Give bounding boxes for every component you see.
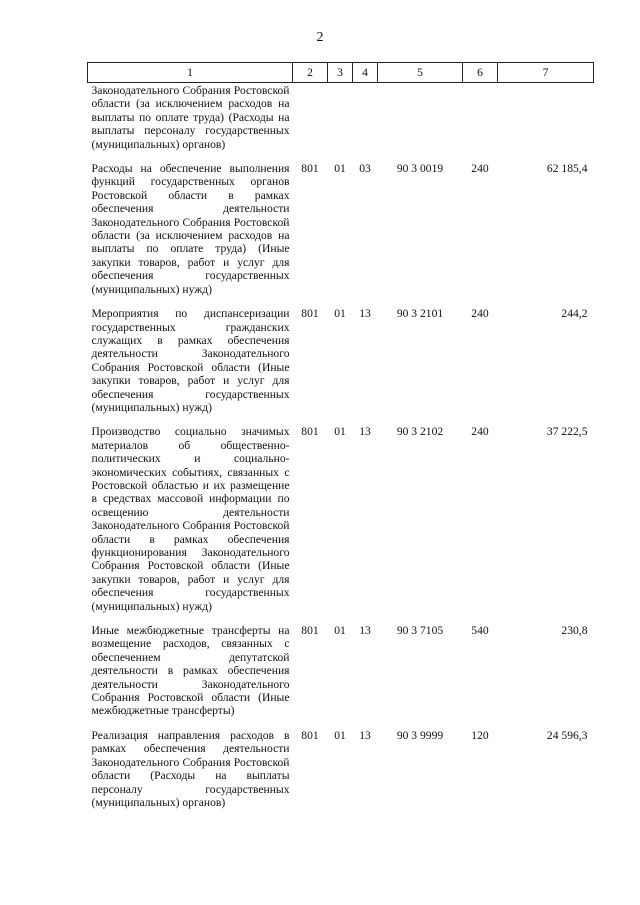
row-code-expense-type bbox=[463, 83, 498, 162]
row-code-target: 90 3 0019 bbox=[396, 162, 444, 176]
table-header-row bbox=[88, 63, 594, 83]
row-amount bbox=[498, 83, 594, 162]
row-code-subsection: 03 bbox=[359, 162, 371, 176]
row-description: Реализация направления расходов в рамках обеспечения деятельности Законодательного Собрания Ростовской области (Расходы на выплаты персоналу государственных (муниципальных) органов) bbox=[91, 728, 290, 809]
table-row bbox=[88, 623, 594, 728]
row-code-target: 90 3 2101 bbox=[396, 307, 444, 321]
row-code-expense-type: 240 bbox=[471, 162, 489, 176]
row-code-expense-type: 240 bbox=[471, 425, 489, 439]
row-code-expense-type: 240 bbox=[471, 307, 489, 321]
column-header: 3 bbox=[328, 63, 353, 83]
row-code-subsection bbox=[353, 83, 378, 162]
table-row bbox=[88, 161, 594, 306]
column-header: 1 bbox=[88, 63, 293, 83]
row-code-section: 01 bbox=[334, 307, 346, 321]
column-header: 6 bbox=[463, 63, 498, 83]
row-code-ministry: 801 bbox=[301, 425, 319, 439]
table-row bbox=[88, 728, 594, 819]
row-amount: 24 596,3 bbox=[546, 728, 588, 742]
row-code-section: 01 bbox=[334, 728, 346, 742]
table-row bbox=[88, 424, 594, 623]
page-number: 2 bbox=[316, 30, 324, 45]
row-code-section: 01 bbox=[334, 162, 346, 176]
row-code-section: 01 bbox=[334, 624, 346, 638]
row-code-subsection: 13 bbox=[359, 425, 371, 439]
row-description: Иные межбюджетные трансферты на возмещение расходов, связанных с обеспечением депутатской деятельности в рамках обеспечения деятельности Законодательного Собрания Ростовской области (Иные межбюджетные трансферты) bbox=[91, 624, 290, 718]
row-code-subsection: 13 bbox=[359, 307, 371, 321]
row-code-ministry: 801 bbox=[301, 624, 319, 638]
column-header: 4 bbox=[353, 63, 378, 83]
table-row bbox=[88, 83, 594, 162]
row-code-expense-type: 120 bbox=[471, 728, 489, 742]
row-amount: 62 185,4 bbox=[546, 162, 588, 176]
row-description: Производство социально значимых материалов об общественно-политических и социально-экономических событиях, связанных с Ростовской областью и их размещение в средствах массовой информации по освещению деятельности Законодательного Собрания Ростовской области в рамках обеспечения функционирования Законодательного Собрания Ростовской области (Иные закупки товаров, работ и услуг для обеспечения государственных (муниципальных) нужд) bbox=[91, 425, 290, 613]
row-description: Законодательного Собрания Ростовской области (за исключением расходов на выплаты по оплате труда) (Расходы на выплаты персоналу государственных (муниципальных) органов) bbox=[91, 84, 290, 151]
row-code-ministry: 801 bbox=[301, 162, 319, 176]
table-row bbox=[88, 306, 594, 424]
column-header: 7 bbox=[498, 63, 594, 83]
row-code-section: 01 bbox=[334, 425, 346, 439]
row-code-subsection: 13 bbox=[359, 624, 371, 638]
budget-table bbox=[87, 62, 594, 819]
column-header: 5 bbox=[378, 63, 463, 83]
row-code-expense-type: 540 bbox=[471, 624, 489, 638]
row-amount: 244,2 bbox=[561, 307, 588, 321]
row-code-target: 90 3 2102 bbox=[396, 425, 444, 439]
row-amount: 230,8 bbox=[561, 624, 588, 638]
row-code-target: 90 3 9999 bbox=[396, 728, 444, 742]
row-code-target bbox=[378, 83, 463, 162]
row-code-ministry bbox=[293, 83, 328, 162]
row-code-subsection: 13 bbox=[359, 728, 371, 742]
column-header: 2 bbox=[293, 63, 328, 83]
row-code-section bbox=[328, 83, 353, 162]
row-code-target: 90 3 7105 bbox=[396, 624, 444, 638]
row-code-ministry: 801 bbox=[301, 307, 319, 321]
row-code-ministry: 801 bbox=[301, 728, 319, 742]
row-amount: 37 222,5 bbox=[546, 425, 588, 439]
row-description: Расходы на обеспечение выполнения функций государственных органов Ростовской области в рамках обеспечения деятельности Законодательного Собрания Ростовской области (за исключением расходов на выплаты по оплате труда) (Иные закупки товаров, работ и услуг для обеспечения государственных (муниципальных) нужд) bbox=[91, 162, 290, 296]
row-description: Мероприятия по диспансеризации государственных гражданских служащих в рамках обеспечения деятельности Законодательного Собрания Ростовской области (Иные закупки товаров, работ и услуг для обеспечения государственных (муниципальных) нужд) bbox=[91, 307, 290, 414]
